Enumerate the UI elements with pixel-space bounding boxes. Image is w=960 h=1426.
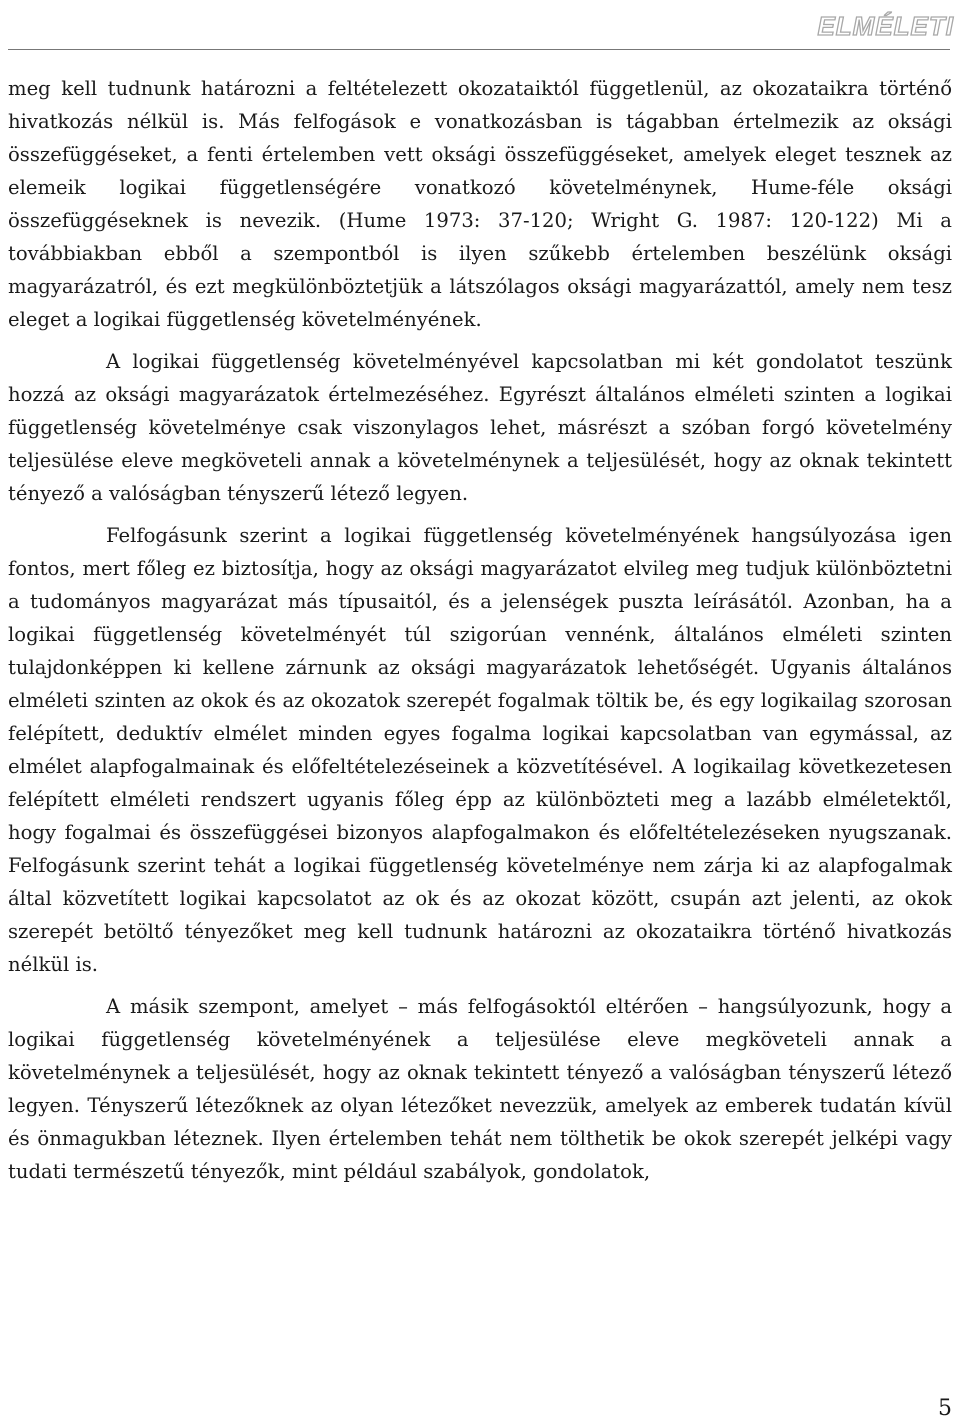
page-header [0, 0, 960, 56]
header-divider [8, 49, 950, 50]
paragraph: A logikai függetlenség követelményével kapcsolatban mi két gondolatot teszünk hozzá az oksági magyarázatok értelmezéséhez. Egyrészt általános elméleti szinten a logikai függetlenség követelménye csak viszonylagos lehet, másrészt a szóban forgó követelmény teljesülése eleve megköveteli annak a követelménynek a teljesülését, hogy az oknak tekintett tényező a valóságban tényszerű létező legyen. [8, 350, 952, 505]
paragraph: A másik szempont, amelyet – más felfogásoktól eltérően – hangsúlyozunk, hogy a logikai függetlenség követelményének a teljesülése eleve megköveteli annak a követelménynek a teljesülését, hogy az oknak tekintett tényező a valóságban tényszerű létező legyen. Tényszerű létezőknek az olyan létezőket nevezzük, amelyek az emberek tudatán kívül és önmagukban léteznek. Ilyen értelemben tehát nem tölthetik be okok szerepét jelképi vagy tudati természetű tényezők, mint például szabályok, gondolatok, [8, 995, 952, 1183]
paragraph: Felfogásunk szerint a logikai függetlenség követelményének hangsúlyozása igen fontos, mert főleg ez biztosítja, hogy az oksági magyarázatot elvileg meg tudjuk különböztetni a tudományos magyarázat más típusaitól, és a jelenségek puszta leírásától. Azonban, ha a logikai függetlenség követelményét túl szigorúan vennénk, általános elméleti szinten tulajdonképpen ki kellene zárnunk az oksági magyarázatok lehetőségét. Ugyanis általános elméleti szinten az okok és az okozatok szerepét fogalmak töltik be, és egy logikailag szorosan felépített, deduktív elmélet minden egyes fogalma logikai kapcsolatban van egymással, az elmélet alapfogalmainak és előfeltételezéseinek a közvetítésével. A logikailag következetesen felépített elméleti rendszert ugyanis főleg épp az különbözteti meg a lazább elméletektől, hogy fogalmai és összefüggései bizonyos alapfogalmakon és előfeltételezéseken nyugszanak. Felfogásunk szerint tehát a logikai függetlenség követelménye nem zárja ki az alapfogalmak által közvetített logikai kapcsolatot az ok és az okozat között, csupán azt jelenti, az okok szerepét betöltő tényezőket meg kell tudnunk határozni az okozataikra történő hivatkozás nélkül is. [8, 524, 952, 976]
journal-title: elméleti [817, 2, 954, 43]
article-body [8, 72, 952, 1188]
paragraph-continuation: meg kell tudnunk határozni a feltételezett okozataiktól függetlenül, az okozataikra történő hivatkozás nélkül is. Más felfogások e vonatkozásban is tágabban értelmezik az oksági összefüggéseket, a fenti értelemben vett oksági összefüggéseket, amelyek eleget tesznek az elemeik logikai függetlenségére vonatkozó követelménynek, Hume-féle oksági összefüggéseknek is nevezik. (Hume 1973: 37-120; Wright G. 1987: 120-122) Mi a továbbiakban ebből a szempontból is ilyen szűkebb értelemben beszélünk oksági magyarázatról, és ezt megkülönböztetjük a látszólagos oksági magyarázattól, amely nem tesz eleget a logikai függetlenség követelményének. [8, 77, 952, 331]
page-number: 5 [938, 1396, 952, 1421]
